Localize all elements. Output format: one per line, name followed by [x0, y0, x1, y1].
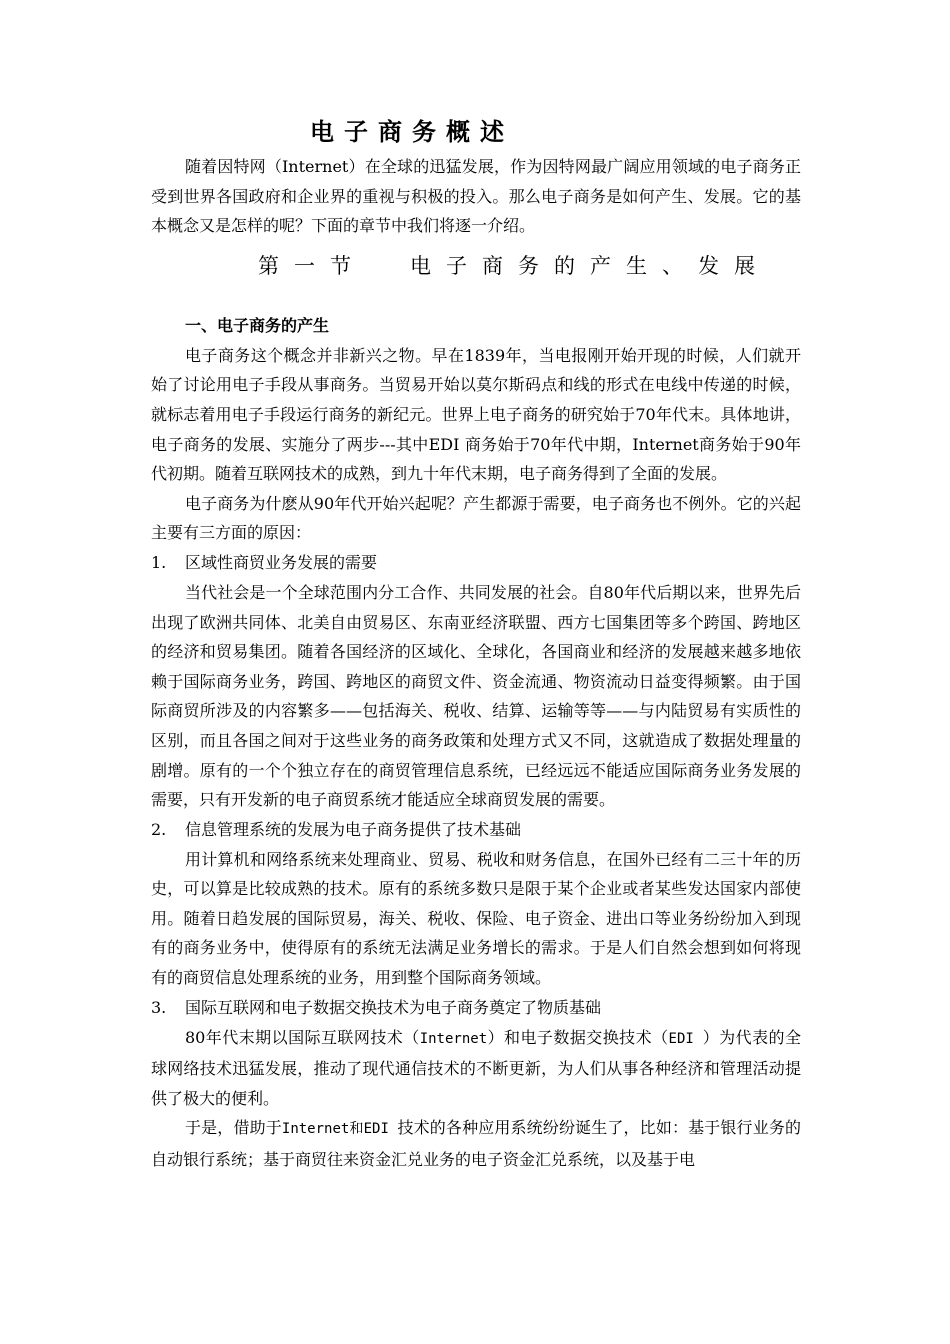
list-item-heading: [151, 815, 801, 845]
list-item-heading: [151, 548, 801, 578]
paragraph-applications: [151, 1113, 801, 1174]
list-item-number: 2.: [151, 819, 167, 839]
paragraph-history: 电子商务这个概念并非新兴之物。早在1839年，当电报刚开始开现的时候，人们就开始了讨论用电子手段从事商务。当贸易开始以莫尔斯码点和线的形式在电线中传递的时候，就标志着用电子手段运行商务的新纪元。世界上电子商务的研究始于70年代末。具体地讲，电子商务的发展、实施分了两步---其中EDI 商务始于70年代中期，Internet商务始于90年代初期。随着互联网技术的成熟，到九十年代末期，电子商务得到了全面的发展。: [151, 345, 801, 484]
section-title: 电子商务的产生、发展: [410, 253, 770, 278]
section-heading: [151, 245, 801, 287]
list-item-body: [151, 1023, 801, 1114]
text-run: ）和电子数据交换技术（: [487, 1027, 669, 1047]
list-item-title: 信息管理系统的发展为电子商务提供了技术基础: [185, 819, 522, 839]
subheading: 一、电子商务的产生: [185, 315, 330, 335]
paragraph-reasons: 电子商务为什麽从90年代开始兴起呢？产生都源于需要，电子商务也不例外。它的兴起主要有三方面的原因：: [151, 493, 801, 543]
list-item-title: 国际互联网和电子数据交换技术为电子商务奠定了物质基础: [185, 997, 602, 1017]
term-internet: Internet: [419, 1030, 488, 1047]
document-title: 电子商务概述: [310, 117, 514, 146]
text-run: ）为代表的全球网络技术迅猛发展，推动了现代通信技术的不断更新，为人们从事各种经济和管理活动提供了极大的便利。: [151, 1027, 801, 1108]
section-number: 第一节: [258, 253, 366, 278]
term-internet-edi: Internet和EDI: [281, 1121, 398, 1138]
list-item-heading: [151, 993, 801, 1023]
intro-paragraph: 随着因特网（Internet）在全球的迅猛发展，作为因特网最广阔应用领域的电子商务正受到世界各国政府和企业界的重视与积极的投入。那么电子商务是如何产生、发展。它的基本概念又是怎样的呢？下面的章节中我们将逐一介绍。: [151, 157, 801, 236]
list-item-title: 区域性商贸业务发展的需要: [185, 552, 378, 572]
list-item-body: 用计算机和网络系统来处理商业、贸易、税收和财务信息，在国外已经有二三十年的历史，可以算是比较成熟的技术。原有的系统多数只是限于某个企业或者某些发达国家内部使用。随着日趋发展的国际贸易，海关、税收、保险、电子资金、进出口等业务纷纷加入到现有的商务业务中，使得原有的系统无法满足业务增长的需求。于是人们自然会想到如何将现有的商贸信息处理系统的业务，用到整个国际商务领域。: [151, 849, 801, 988]
text-run: 于是，借助于: [185, 1118, 282, 1138]
text-run: 80年代末期以国际互联网技术（: [185, 1027, 420, 1047]
list-item-number: 3.: [151, 997, 167, 1017]
text-run: 技术的各种应用系统纷纷诞生了，比如：基于银行业务的自动银行系统；基于商贸往来资金汇兑业务的电子资金汇兑系统，以及基于电: [151, 1118, 801, 1170]
document-body: [151, 112, 801, 1175]
list-item-body: 当代社会是一个全球范围内分工合作、共同发展的社会。自80年代后期以来，世界先后出现了欧洲共同体、北美自由贸易区、东南亚经济联盟、西方七国集团等多个跨国、跨地区的经济和贸易集团。随着各国经济的区域化、全球化，各国商业和经济的发展越来越多地依赖于国际商务业务，跨国、跨地区的商贸文件、资金流通、物资流动日益变得频繁。由于国际商贸所涉及的内容繁多——包括海关、税收、结算、运输等等——与内陆贸易有实质性的区别，而且各国之间对于这些业务的商务政策和处理方式又不同，这就造成了数据处理量的剧增。原有的一个个独立存在的商贸管理信息系统，已经远远不能适应国际商务业务发展的需要，只有开发新的电子商贸系统才能适应全球商贸发展的需要。: [151, 582, 801, 810]
term-edi: EDI: [668, 1030, 703, 1047]
list-item-number: 1.: [151, 552, 167, 572]
